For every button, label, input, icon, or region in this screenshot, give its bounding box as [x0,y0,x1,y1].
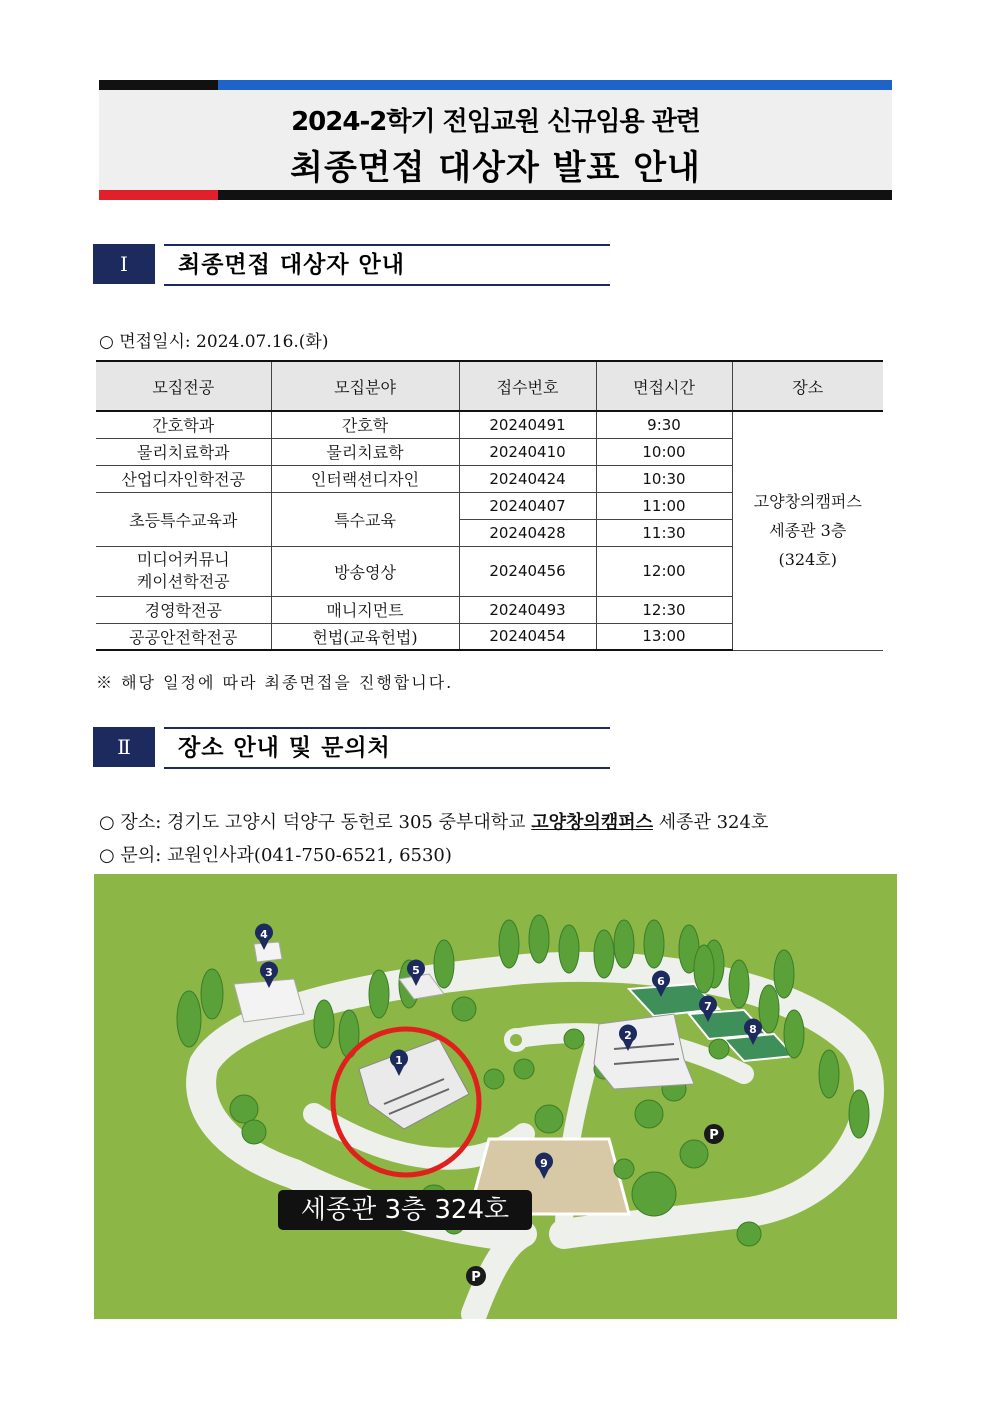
section2-title: 장소 안내 및 문의처 [164,727,610,769]
cell-place [732,411,883,650]
cell-time: 9:30 [596,411,732,438]
cell-major: 물리치료학과 [96,438,271,465]
cell-major [96,546,271,596]
map-marker-label: 7 [704,1000,712,1013]
svg-text:P: P [471,1270,481,1285]
header-place: 장소 [732,361,883,411]
cell-field: 매니지먼트 [271,596,459,623]
cell-major: 경영학전공 [96,596,271,623]
cell-time: 12:30 [596,596,732,623]
schedule-table [96,360,883,651]
cell-major: 공공안전학전공 [96,623,271,650]
cell-field: 간호학 [271,411,459,438]
cell-id: 20240428 [459,519,596,546]
schedule-note: ※ 해당 일정에 따라 최종면접을 진행합니다. [96,673,454,692]
section1-title: 최종면접 대상자 안내 [164,244,610,286]
svg-text:P: P [709,1128,719,1143]
banner-top-blue-bar [218,80,892,90]
banner-bottom-red-bar [99,190,218,200]
map-marker-label: 8 [749,1023,757,1036]
title-line1: 2024-2학기 전임교원 신규임용 관련 [291,107,700,137]
map-marker-label: 9 [540,1157,548,1170]
header-id: 접수번호 [459,361,596,411]
cell-time: 11:00 [596,492,732,519]
cell-field: 인터랙션디자인 [271,465,459,492]
header-field: 모집분야 [271,361,459,411]
section2-number: Ⅱ [93,727,155,767]
table-row [96,411,883,438]
cell-time: 10:30 [596,465,732,492]
section1-number: Ⅰ [93,244,155,284]
cell-field: 특수교육 [271,492,459,546]
cell-id: 20240456 [459,546,596,596]
cell-field: 물리치료학 [271,438,459,465]
location-prefix: ○ 장소: 경기도 고양시 덕양구 동헌로 305 중부대학교 [99,812,532,833]
cell-time: 12:00 [596,546,732,596]
map-marker-label: 6 [657,975,665,988]
banner-bottom-black-bar [218,190,892,200]
contact-line: ○ 문의: 교원인사과(041-750-6521, 6530) [99,845,452,866]
map-marker-label: 4 [260,928,268,941]
parking-icon [466,1266,486,1286]
map-marker-label: 5 [412,964,420,977]
cell-id: 20240491 [459,411,596,438]
cell-major: 간호학과 [96,411,271,438]
map-room-label: 세종관 3층 324호 [278,1190,532,1230]
title-line2: 최종면접 대상자 발표 안내 [290,148,701,188]
cell-id: 20240410 [459,438,596,465]
map-marker-label: 1 [395,1054,403,1067]
cell-major: 산업디자인학전공 [96,465,271,492]
cell-time: 10:00 [596,438,732,465]
table-header-row [96,361,883,411]
location-highlight: 고양창의캠퍼스 [531,812,653,833]
map-marker-label: 3 [265,966,273,979]
cell-field: 헌법(교육헌법) [271,623,459,650]
header-time: 면접시간 [596,361,732,411]
cell-time: 13:00 [596,623,732,650]
cell-time: 11:30 [596,519,732,546]
cell-field: 방송영상 [271,546,459,596]
campus-map [94,874,897,1319]
map-marker-label: 2 [624,1029,632,1042]
cell-major-line2: 케이션학전공 [136,572,230,591]
cell-id: 20240407 [459,492,596,519]
cell-id: 20240454 [459,623,596,650]
banner-top-black-bar [99,80,218,90]
cell-major-line1: 미디어커뮤니 [136,550,230,569]
interview-date: ○ 면접일시: 2024.07.16.(화) [99,332,329,352]
cell-id: 20240424 [459,465,596,492]
parking-icon [704,1124,724,1144]
location-line [99,808,768,834]
place-line1: 고양창의캠퍼스 [753,492,862,512]
location-suffix: 세종관 324호 [653,812,769,833]
cell-id: 20240493 [459,596,596,623]
place-line2: 세종관 3층 [769,521,847,541]
header-major: 모집전공 [96,361,271,411]
place-line3: (324호) [778,550,837,570]
cell-major: 초등특수교육과 [96,492,271,546]
